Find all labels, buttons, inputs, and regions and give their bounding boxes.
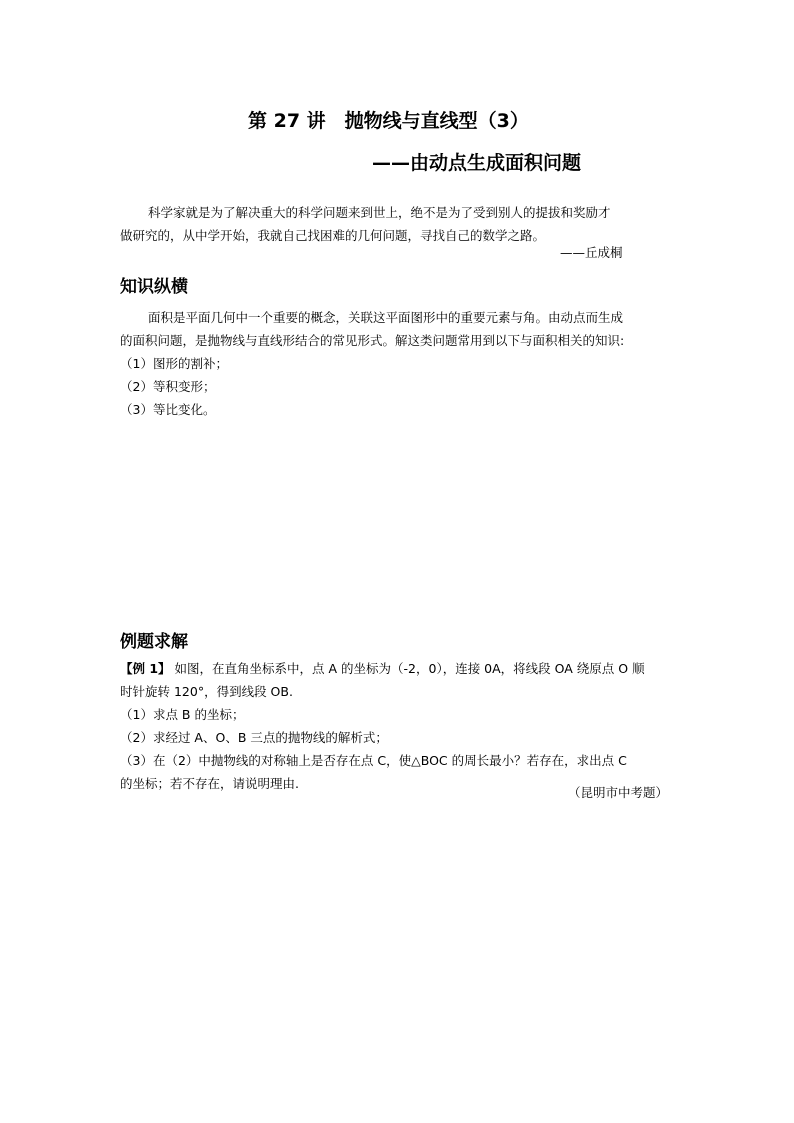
knowledge-list-item: （3）等比变化。 [120, 402, 216, 417]
example-line: 时针旋转 120°，得到线段 OB. [120, 684, 293, 699]
section-heading-knowledge: 知识纵横 [120, 277, 188, 297]
example-source: （昆明市中考题） [568, 785, 669, 800]
example-question-1: （1）求点 B 的坐标； [120, 707, 245, 722]
lesson-title: 第 27 讲 抛物线与直线型（3） [248, 110, 529, 132]
example-label: 【例 1】 [120, 661, 171, 676]
example-question-3-cont: 的坐标；若不存在，请说明理由. [120, 776, 299, 791]
knowledge-list-item: （1）图形的割补； [120, 356, 228, 371]
example-question-2: （2）求经过 A、O、B 三点的抛物线的解析式； [120, 730, 388, 745]
section-heading-examples: 例题求解 [120, 632, 188, 652]
example-text: 如图，在直角坐标系中，点 A 的坐标为（-2，0），连接 0A，将线段 OA 绕原点 O 顺 [170, 661, 645, 676]
knowledge-intro-line: 的面积问题，是抛物线与直线形结合的常见形式。解这类问题常用到以下与面积相关的知识: [120, 333, 625, 348]
example-1 [120, 657, 680, 795]
example-question-3: （3）在（2）中抛物线的对称轴上是否存在点 C，使△BOC 的周长最小？若存在，求出点 C [120, 753, 627, 768]
quote-line: 科学家就是为了解决重大的科学问题来到世上，绝不是为了受到别人的提拔和奖励才 [148, 205, 611, 220]
quote-block [120, 201, 680, 247]
quote-line: 做研究的，从中学开始，我就自己找困难的几何问题，寻找自己的数学之路。 [120, 228, 546, 243]
knowledge-list-item: （2）等积变形； [120, 379, 216, 394]
quote-author: ——丘成桐 [560, 245, 623, 260]
knowledge-block [120, 306, 680, 421]
knowledge-intro-line: 面积是平面几何中一个重要的概念，关联这平面图形中的重要元素与角。由动点而生成 [148, 310, 624, 325]
lesson-subtitle: ——由动点生成面积问题 [372, 152, 582, 174]
example-line [120, 657, 680, 680]
